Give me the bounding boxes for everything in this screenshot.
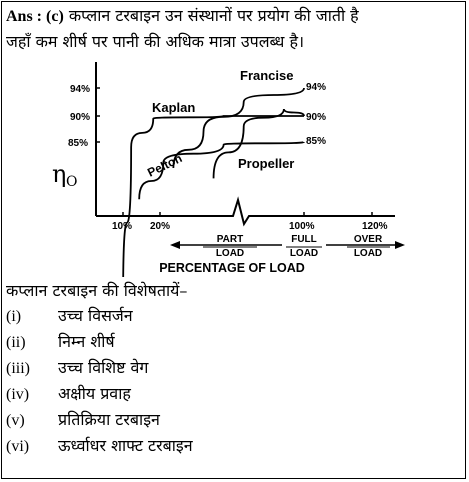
x-axis <box>96 200 395 224</box>
series-label-francise: Francise <box>240 68 294 83</box>
x-tick-label: 120% <box>362 221 388 232</box>
y-symbol: η <box>52 160 67 188</box>
features-title: कप्लान टरबाइन की विशेषतायें– <box>6 281 188 300</box>
y-tick-label: 94% <box>70 84 91 95</box>
feature-number: (i) <box>6 308 22 325</box>
region-part-bottom: LOAD <box>215 248 245 259</box>
series-label-propeller: Propeller <box>238 156 295 171</box>
feature-text: प्रतिक्रिया टरबाइन <box>58 410 160 429</box>
feature-number: (vi) <box>6 438 30 455</box>
x-axis-label: PERCENTAGE OF LOAD <box>159 261 305 275</box>
series-label-pelton: Pelton <box>145 151 185 180</box>
y-symbol-subscript: O <box>66 174 78 190</box>
region-full-bottom: LOAD <box>289 248 319 259</box>
curve-kaplan <box>123 116 304 277</box>
feature-number: (iii) <box>6 360 30 377</box>
answer-text-1: कप्लान टरबाइन उन संस्थानों पर प्रयोग की जाती है <box>68 6 359 25</box>
feature-text: उच्च विसर्जन <box>58 306 133 325</box>
feature-number: (ii) <box>6 334 26 351</box>
feature-text: अक्षीय प्रवाह <box>58 384 131 403</box>
feature-item <box>6 383 131 406</box>
y-tick-label: 90% <box>70 112 91 123</box>
answer-line-1 <box>6 6 359 27</box>
region-part-top: PART <box>216 234 244 245</box>
feature-item <box>6 409 160 432</box>
x-tick-label: 20% <box>150 221 171 232</box>
region-full-top: FULL <box>291 234 317 245</box>
feature-item <box>6 357 148 380</box>
x-tick-label: 100% <box>289 221 315 232</box>
feature-number: (iv) <box>6 386 30 403</box>
feature-text: निम्न शीर्ष <box>58 332 115 351</box>
region-over-top: OVER <box>353 234 383 245</box>
feature-item <box>6 305 133 328</box>
feature-text: उच्च विशिष्ट वेग <box>58 358 149 377</box>
region-over-bottom: LOAD <box>353 248 383 259</box>
answer-label: Ans : (c) <box>6 8 64 25</box>
answer-text-2: जहाँ कम शीर्ष पर पानी की अधिक मात्रा उपलब्ध है। <box>6 32 305 51</box>
x-tick-label: 10% <box>112 221 133 232</box>
feature-item <box>6 331 115 354</box>
feature-text: ऊर्ध्वाधर शाफ्ट टरबाइन <box>58 436 193 455</box>
curves <box>123 88 304 277</box>
y-tick-label: 85% <box>68 138 89 149</box>
series-label-kaplan: Kaplan <box>152 100 196 115</box>
feature-item <box>6 435 193 458</box>
feature-number: (v) <box>6 412 25 429</box>
end-label-francise: 94% <box>306 82 327 93</box>
end-label-kaplan: 90% <box>306 112 327 123</box>
end-label-pelton: 85% <box>306 136 327 147</box>
efficiency-chart <box>0 52 469 277</box>
